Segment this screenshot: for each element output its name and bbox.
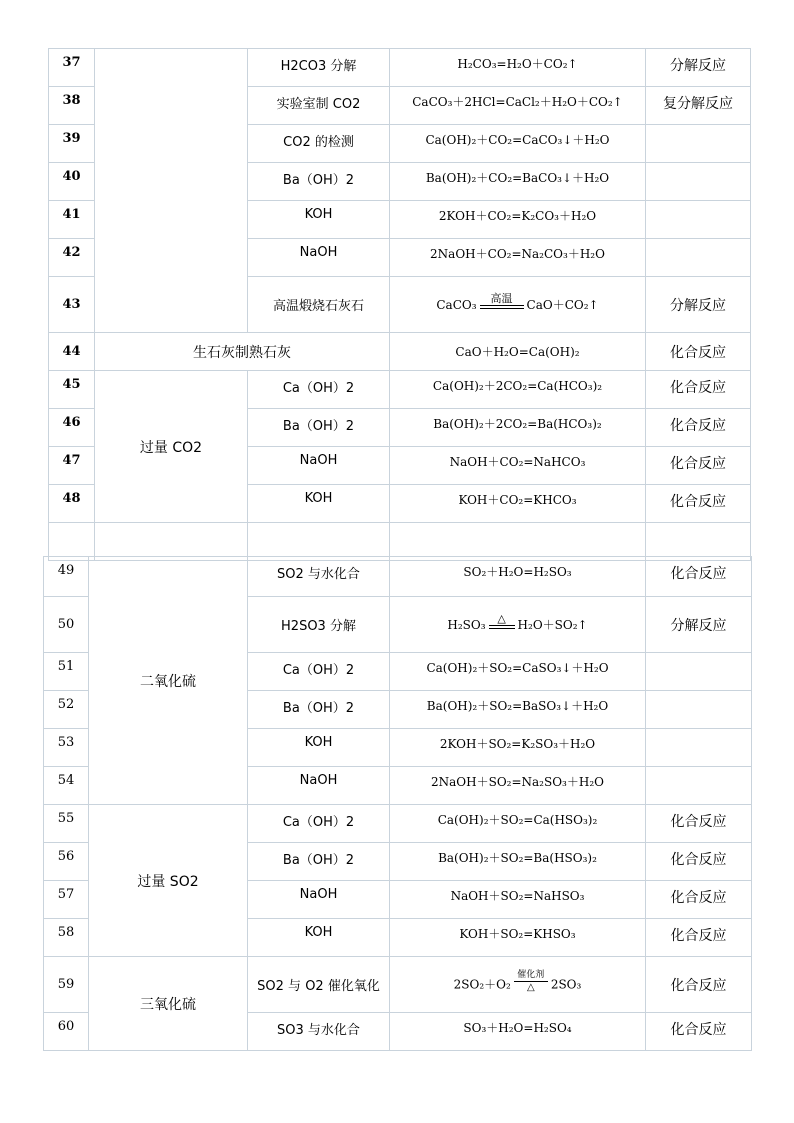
- reaction-equation: SO₂＋H₂O=H₂SO₃: [390, 557, 646, 597]
- reaction-name: Ca（OH）2: [248, 805, 390, 843]
- reaction-name: 高温煅烧石灰石: [248, 277, 390, 333]
- row-number: 56: [44, 843, 89, 881]
- reaction-equation: [390, 597, 646, 653]
- reaction-name: Ba（OH）2: [248, 409, 390, 447]
- row-number: 49: [44, 557, 89, 597]
- reaction-equation: H₂CO₃=H₂O＋CO₂↑: [390, 49, 646, 87]
- reaction-name: H2SO3 分解: [248, 597, 390, 653]
- row-number: 41: [49, 201, 95, 239]
- equation-products: H₂O＋SO₂↑: [517, 617, 588, 632]
- row-number: 50: [44, 597, 89, 653]
- equation-products: CaO＋CO₂↑: [526, 297, 599, 312]
- table-row: [44, 957, 752, 1013]
- reaction-type: 化合反应: [646, 919, 752, 957]
- reaction-type: 化合反应: [646, 485, 751, 523]
- row-number: 48: [49, 485, 95, 523]
- table-row: [49, 333, 751, 371]
- reaction-name: H2CO3 分解: [248, 49, 390, 87]
- table-row: [49, 371, 751, 409]
- reaction-equation: 2KOH＋CO₂=K₂CO₃＋H₂O: [390, 201, 646, 239]
- heat-triangle-icon: △: [526, 981, 535, 993]
- reaction-equation: Ca(OH)₂＋2CO₂=Ca(HCO₃)₂: [390, 371, 646, 409]
- empty-cell: [248, 523, 390, 561]
- reaction-equation: NaOH＋CO₂=NaHCO₃: [390, 447, 646, 485]
- reaction-type: 化合反应: [646, 957, 752, 1013]
- reaction-equation: 2NaOH＋CO₂=Na₂CO₃＋H₂O: [390, 239, 646, 277]
- row-number: 58: [44, 919, 89, 957]
- reaction-equation: Ba(OH)₂＋SO₂=BaSO₃↓＋H₂O: [390, 691, 646, 729]
- reaction-equation: [390, 277, 646, 333]
- reaction-table-so2: [43, 556, 752, 1051]
- reaction-type: 化合反应: [646, 447, 751, 485]
- table-row: [44, 805, 752, 843]
- reaction-equation: Ca(OH)₂＋CO₂=CaCO₃↓＋H₂O: [390, 125, 646, 163]
- row-number: 37: [49, 49, 95, 87]
- reaction-type: [646, 653, 752, 691]
- group-label-so2: 二氧化硫: [89, 557, 248, 805]
- row-number: 40: [49, 163, 95, 201]
- reaction-type: [646, 125, 751, 163]
- reaction-type: 化合反应: [646, 409, 751, 447]
- group-cell-empty: [95, 49, 248, 333]
- reaction-name: KOH: [248, 485, 390, 523]
- reaction-type: 复分解反应: [646, 87, 751, 125]
- row-number: 60: [44, 1013, 89, 1051]
- row-number: 47: [49, 447, 95, 485]
- reaction-name: NaOH: [248, 767, 390, 805]
- reaction-type: [646, 729, 752, 767]
- reaction-name: NaOH: [248, 239, 390, 277]
- row-number: 53: [44, 729, 89, 767]
- reaction-name: NaOH: [248, 881, 390, 919]
- equation-reactants: 2SO₂＋O₂: [453, 977, 511, 991]
- double-line-icon: [480, 305, 524, 309]
- reaction-equation: [390, 957, 646, 1013]
- reaction-name: Ca（OH）2: [248, 653, 390, 691]
- reaction-type: 化合反应: [646, 881, 752, 919]
- row-number: 51: [44, 653, 89, 691]
- reaction-table-co2: [48, 48, 751, 561]
- reaction-type: 分解反应: [646, 597, 752, 653]
- reaction-type: 化合反应: [646, 843, 752, 881]
- reaction-type: [646, 163, 751, 201]
- reaction-name: SO3 与水化合: [248, 1013, 390, 1051]
- reaction-equation: KOH＋CO₂=KHCO₃: [390, 485, 646, 523]
- row-number: 42: [49, 239, 95, 277]
- reaction-name: CO2 的检测: [248, 125, 390, 163]
- reaction-type: [646, 201, 751, 239]
- group-label-excess-co2: 过量 CO2: [95, 371, 248, 523]
- reaction-name: KOH: [248, 919, 390, 957]
- empty-cell: [95, 523, 248, 561]
- reaction-equation: Ba(OH)₂＋CO₂=BaCO₃↓＋H₂O: [390, 163, 646, 201]
- table-row-empty: [49, 523, 751, 561]
- reaction-name: NaOH: [248, 447, 390, 485]
- reaction-type: 分解反应: [646, 277, 751, 333]
- empty-cell: [49, 523, 95, 561]
- reaction-equation: CaO＋H₂O=Ca(OH)₂: [390, 333, 646, 371]
- row-number: 44: [49, 333, 95, 371]
- row-number: 46: [49, 409, 95, 447]
- reaction-equation: Ba(OH)₂＋SO₂=Ba(HSO₃)₂: [390, 843, 646, 881]
- catalyst-label: 催化剂: [517, 969, 545, 980]
- equation-reactants: H₂SO₃: [447, 617, 486, 632]
- reaction-name: Ca（OH）2: [248, 371, 390, 409]
- reaction-equation: Ca(OH)₂＋SO₂=Ca(HSO₃)₂: [390, 805, 646, 843]
- reaction-condition: [489, 613, 515, 629]
- reaction-type: [646, 239, 751, 277]
- reaction-equation: 2NaOH＋SO₂=Na₂SO₃＋H₂O: [390, 767, 646, 805]
- empty-cell: [390, 523, 646, 561]
- condition-label: 高温: [490, 292, 513, 306]
- reaction-name: KOH: [248, 201, 390, 239]
- reaction-name: KOH: [248, 729, 390, 767]
- table-row: [44, 557, 752, 597]
- reaction-type: 化合反应: [646, 333, 751, 371]
- reaction-name: SO2 与水化合: [248, 557, 390, 597]
- double-line-icon: [489, 625, 515, 629]
- reaction-type: 化合反应: [646, 557, 752, 597]
- reaction-equation: CaCO₃＋2HCl=CaCl₂＋H₂O＋CO₂↑: [390, 87, 646, 125]
- reaction-type: 化合反应: [646, 1013, 752, 1051]
- reaction-condition: [514, 969, 548, 993]
- reaction-name: Ba（OH）2: [248, 691, 390, 729]
- reaction-type: 化合反应: [646, 371, 751, 409]
- reaction-type: 分解反应: [646, 49, 751, 87]
- row-number: 55: [44, 805, 89, 843]
- row-number: 38: [49, 87, 95, 125]
- reaction-equation: SO₃＋H₂O=H₂SO₄: [390, 1013, 646, 1051]
- heat-triangle-icon: △: [497, 612, 506, 626]
- reaction-name: 生石灰制熟石灰: [95, 333, 390, 371]
- row-number: 52: [44, 691, 89, 729]
- row-number: 54: [44, 767, 89, 805]
- row-number: 43: [49, 277, 95, 333]
- reaction-name: 实验室制 CO2: [248, 87, 390, 125]
- reaction-type: [646, 691, 752, 729]
- reaction-name: SO2 与 O2 催化氧化: [248, 957, 390, 1013]
- reaction-equation: NaOH＋SO₂=NaHSO₃: [390, 881, 646, 919]
- row-number: 39: [49, 125, 95, 163]
- table-row: [49, 49, 751, 87]
- group-label-excess-so2: 过量 SO2: [89, 805, 248, 957]
- reaction-equation: KOH＋SO₂=KHSO₃: [390, 919, 646, 957]
- group-label-so3: 三氧化硫: [89, 957, 248, 1051]
- reaction-name: Ba（OH）2: [248, 843, 390, 881]
- reaction-condition: [480, 293, 524, 309]
- reaction-equation: 2KOH＋SO₂=K₂SO₃＋H₂O: [390, 729, 646, 767]
- equation-reactants: CaCO₃: [436, 297, 477, 312]
- reaction-equation: Ca(OH)₂＋SO₂=CaSO₃↓＋H₂O: [390, 653, 646, 691]
- equation-products: 2SO₃: [550, 977, 582, 991]
- row-number: 57: [44, 881, 89, 919]
- empty-cell: [646, 523, 751, 561]
- reaction-type: 化合反应: [646, 805, 752, 843]
- reaction-equation: Ba(OH)₂＋2CO₂=Ba(HCO₃)₂: [390, 409, 646, 447]
- reaction-type: [646, 767, 752, 805]
- row-number: 59: [44, 957, 89, 1013]
- row-number: 45: [49, 371, 95, 409]
- reaction-name: Ba（OH）2: [248, 163, 390, 201]
